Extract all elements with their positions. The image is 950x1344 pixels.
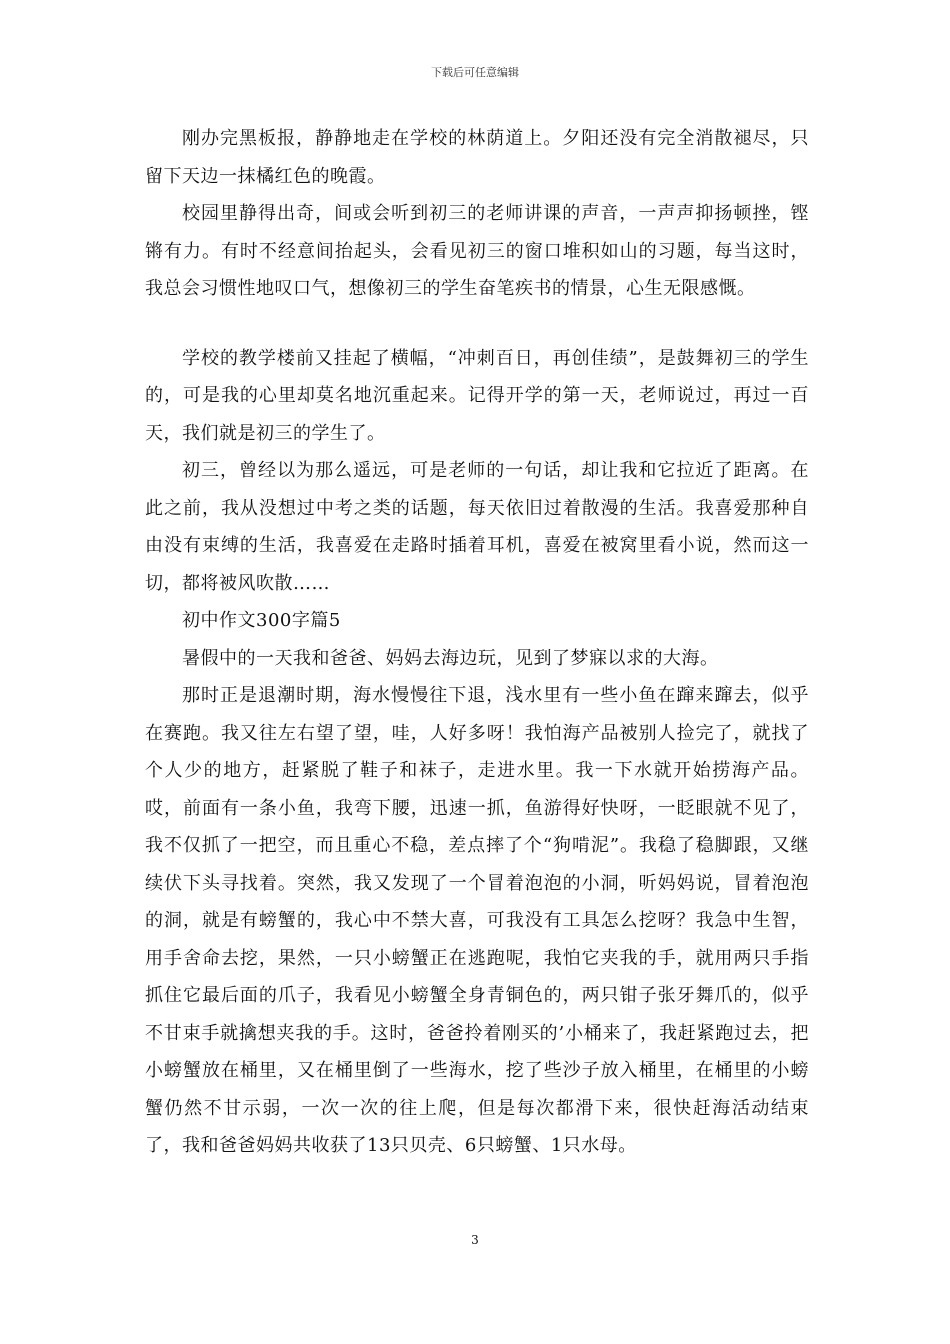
paragraph-4: 初三，曾经以为那么遥远，可是老师的一句话，却让我和它拉近了距离。在此之前，我从没想过中考之类的话题，每天依旧过着散漫的生活。我喜爱那种自由没有束缚的生活，我喜爱在走路时插着耳机，喜爱在被窝里看小说，然而这一切，都将被风吹散……	[145, 460, 809, 594]
section-heading: 初中作文300字篇5	[182, 610, 341, 631]
paragraph-3: 学校的教学楼前又挂起了横幅，“冲刺百日，再创佳绩”，是鼓舞初三的学生的，可是我的心里却莫名地沉重起来。记得开学的第一天，老师说过，再过一百天，我们就是初三的学生了。	[145, 347, 809, 444]
page-number: 3	[471, 1233, 479, 1247]
paragraph-gap	[145, 308, 809, 340]
paragraph-5: 暑假中的一天我和爸爸、妈妈去海边玩，见到了梦寐以求的大海。	[182, 647, 719, 669]
paragraph-2: 校园里静得出奇，间或会听到初三的老师讲课的声音，一声声抑扬顿挫，铿锵有力。有时不经意间抬起头，会看见初三的窗口堆积如山的习题，每当这时，我总会习惯性地叹口气，想像初三的学生奋笔疾书的情景，心生无限感慨。	[145, 203, 809, 299]
paragraph-1: 刚办完黑板报，静静地走在学校的林荫道上。夕阳还没有完全消散褪尽，只留下天边一抹橘红色的晚霞。	[145, 128, 809, 187]
paragraph-6: 那时正是退潮时期，海水慢慢往下退，浅水里有一些小鱼在蹿来蹿去，似乎在赛跑。我又往左右望了望，哇，人好多呀！我怕海产品被别人捡完了，就找了个人少的地方，赶紧脱了鞋子和袜子，走进水里。我一下水就开始捞海产品。哎，前面有一条小鱼，我弯下腰，迅速一抓，鱼游得好快呀，一眨眼就不见了，我不仅抓了一把空，而且重心不稳，差点摔了个“狗啃泥”。我稳了稳脚跟，又继续伏下头寻找着。突然，我又发现了一个冒着泡泡的小洞，听妈妈说，冒着泡泡的洞，就是有螃蟹的，我心中不禁大喜，可我没有工具怎么挖呀？我急中生智，用手舍命去挖，果然，一只小螃蟹正在逃跑呢，我怕它夹我的手，就用两只手指抓住它最后面的爪子，我看见小螃蟹全身青铜色的，两只钳子张牙舞爪的，似乎不甘束手就擒想夹我的手。这时，爸爸拎着刚买的’小桶来了，我赶紧跑过去，把小螃蟹放在桶里，又在桶里倒了一些海水，挖了些沙子放入桶里，在桶里的小螃蟹仍然不甘示弱，一次一次的往上爬，但是每次都滑下来，很快赶海活动结束了，我和爸爸妈妈共收获了13只贝壳、6只螃蟹、1只水母。	[145, 685, 809, 1156]
document-body	[145, 120, 809, 1165]
page-header: 下载后可任意编辑	[431, 66, 519, 79]
